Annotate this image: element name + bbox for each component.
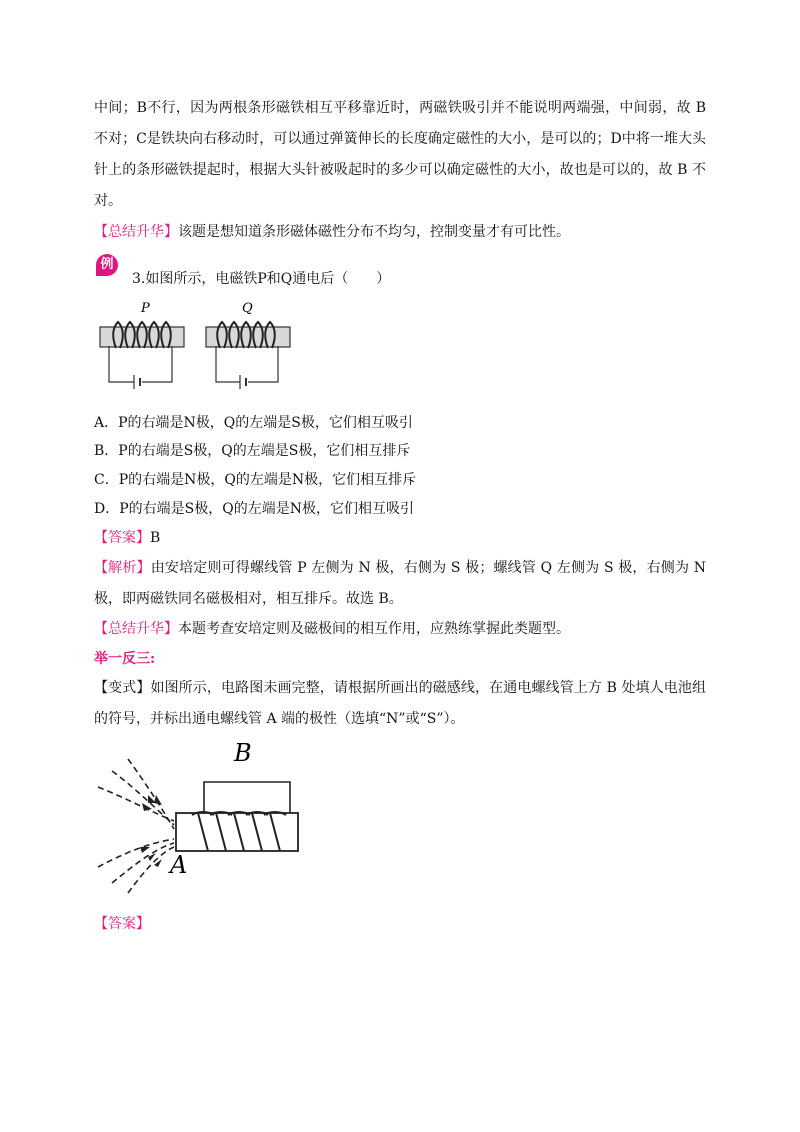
- summary-line-1: [94, 221, 714, 243]
- answer-tag: 【答案】: [94, 530, 150, 546]
- analysis-tag: 【解析】: [94, 560, 151, 576]
- practice-question-text: 如图所示，电路图未画完整，请根据所画出的磁感线，在通电螺线管上方 B 处填人电池组的符号，并标出通电螺线管 A 端的极性（选填“N”或“S”）。: [94, 680, 707, 727]
- open-circuit-wire: [204, 782, 290, 813]
- summary2-text: 本题考查安培定则及磁极间的相互作用，应熟练掌握此类题型。: [178, 621, 570, 637]
- solenoid-figure: [94, 735, 314, 895]
- solenoid-body: [176, 813, 298, 851]
- example-badge: 例: [96, 254, 118, 276]
- practice-answer-tag: 【答案】: [94, 916, 150, 932]
- option-c: C．P的右端是N极，Q的左端是N极，它们相互排斥: [94, 472, 417, 488]
- option-d: D．P的右端是S极，Q的左端是N极，它们相互吸引: [94, 501, 414, 517]
- analysis-paragraph: [94, 553, 706, 615]
- summary2-tag: 【总结升华】: [94, 621, 178, 637]
- answer-text: B: [150, 530, 161, 546]
- analysis-text: 由安培定则可得螺线管 P 左侧为 N 极，右侧为 S 极；螺线管 Q 左侧为 S 极，右侧为 N 极，即两磁铁同名磁极相对，相互排斥。故选 B。: [94, 560, 707, 607]
- practice-heading: 举一反三:: [94, 651, 156, 667]
- field-lines: [98, 759, 174, 893]
- summary-text: 该题是想知道条形磁体磁性分布不均匀，控制变量才有可比性。: [178, 224, 570, 240]
- label-q: Q: [242, 301, 253, 316]
- label-b: B: [234, 739, 252, 767]
- answer-line: [94, 527, 714, 549]
- option-a: A．P的右端是N极，Q的左端是S极，它们相互吸引: [94, 415, 413, 431]
- label-a: A: [170, 851, 188, 879]
- label-p: P: [141, 301, 150, 316]
- practice-question: [94, 673, 706, 735]
- analysis-continued: 中间；B不行，因为两根条形磁铁相互平移靠近时，两磁铁吸引并不能说明两端强，中间弱，故 B 不对；C是铁块向右移动时，可以通过弹簧伸长的长度确定磁性的大小，是可以的；D中将一堆大头针上的条形磁铁提起时，根据大头针被吸起时的多少可以确定磁性的大小，故也是可以的，故 B 不对。: [94, 100, 706, 209]
- example-question: 3.如图所示，电磁铁P和Q通电后（ ）: [132, 271, 391, 287]
- summary-tag: 【总结升华】: [94, 224, 178, 240]
- practice-question-tag: 【变式】: [94, 680, 151, 696]
- summary-line-2: [94, 618, 714, 640]
- option-b: B．P的右端是S极，Q的左端是S极，它们相互排斥: [94, 443, 411, 459]
- electromagnets-figure: [96, 298, 296, 390]
- practice-answer: [94, 913, 714, 935]
- field-arrows: [140, 795, 162, 867]
